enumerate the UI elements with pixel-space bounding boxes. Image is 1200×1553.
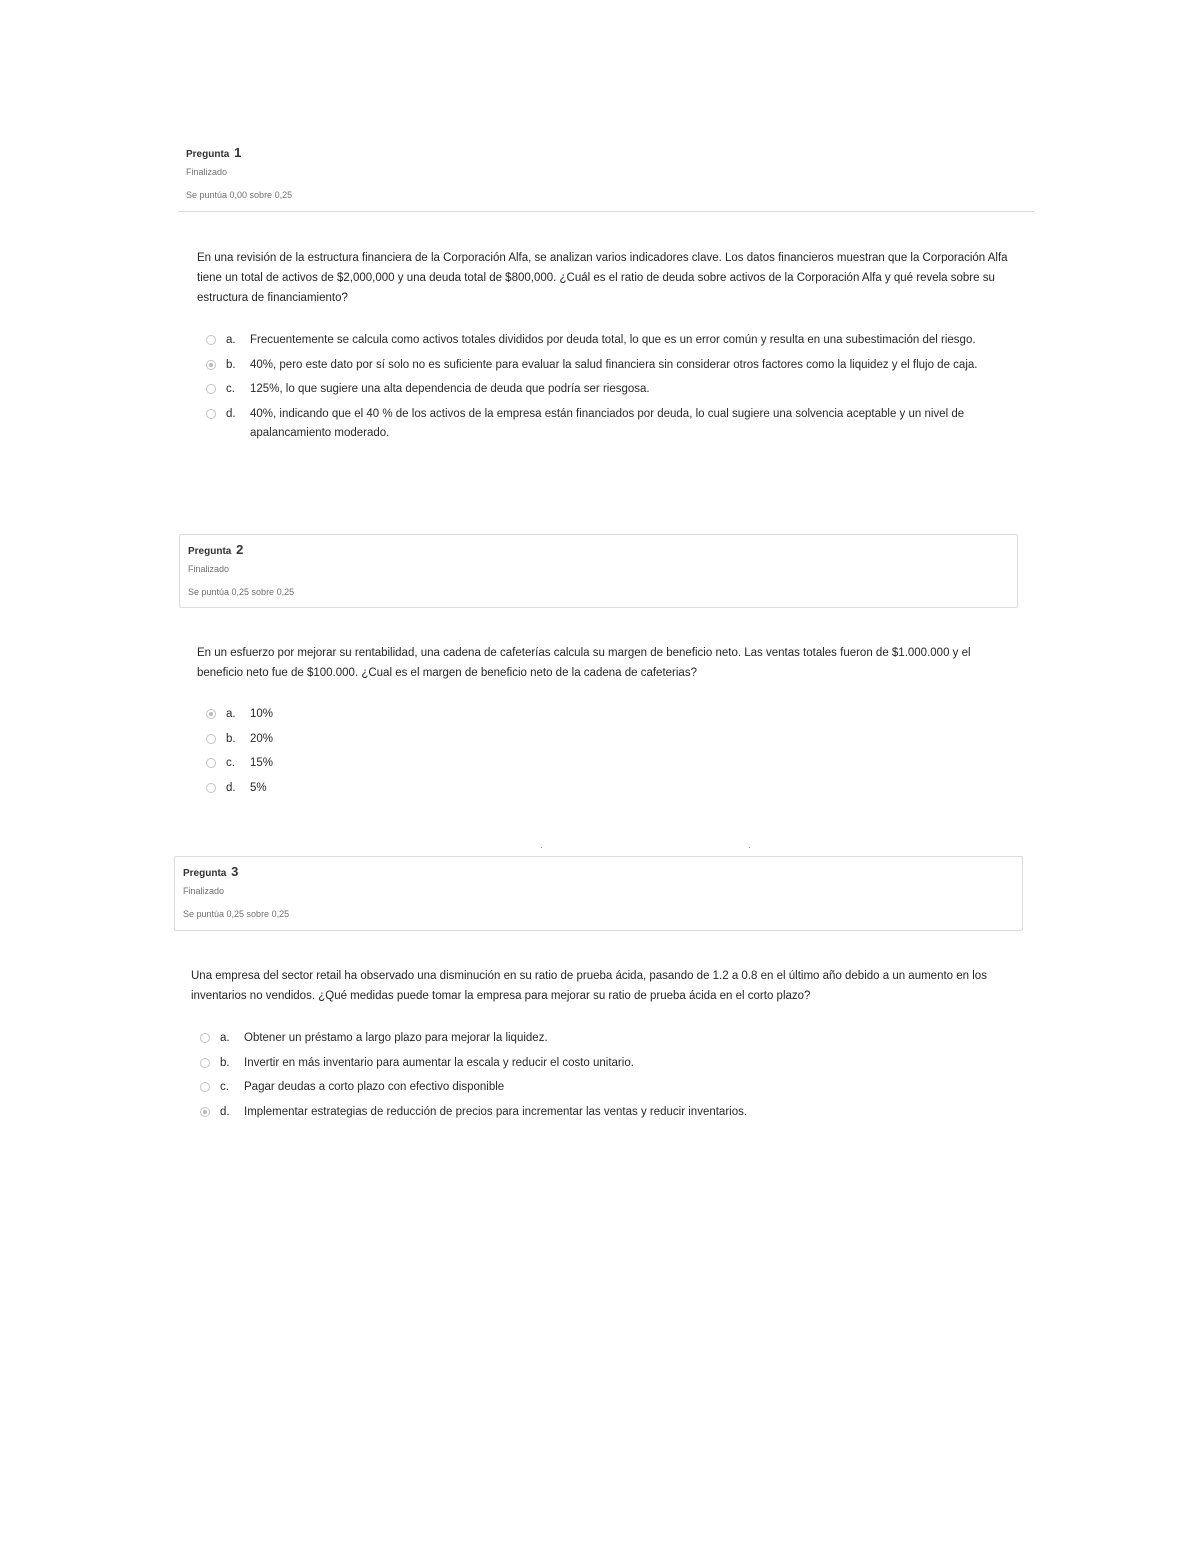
answer-letter: d. bbox=[226, 407, 236, 420]
scan-speck bbox=[541, 847, 542, 848]
radio-button[interactable] bbox=[206, 384, 216, 394]
answer-text: 20% bbox=[250, 732, 274, 745]
question-2-grade: Se puntúa 0,25 sobre 0,25 bbox=[188, 587, 295, 597]
question-3-text: Una empresa del sector retail ha observado una disminución en su ratio de prueba ácida, pasando de 1.2 a 0.8 en el último año debido a un aumento en los inventarios no vendidos. ¿Qué medidas puede tomar la empresa para mejorar su ratio de prueba ácida en el corto plazo? bbox=[191, 970, 987, 1002]
question-3-title bbox=[183, 865, 1014, 881]
question-1-label: Pregunta bbox=[186, 149, 230, 160]
question-3-label: Pregunta bbox=[183, 868, 227, 879]
answer-option[interactable] bbox=[206, 705, 606, 725]
radio-button-selected[interactable] bbox=[206, 709, 216, 719]
answer-letter: a. bbox=[226, 334, 236, 346]
answer-option[interactable] bbox=[206, 356, 1016, 376]
answer-letter: c. bbox=[226, 383, 235, 395]
answer-option[interactable] bbox=[206, 405, 1016, 444]
answer-option[interactable] bbox=[200, 1078, 1000, 1098]
radio-button[interactable] bbox=[206, 335, 216, 345]
answer-letter: b. bbox=[226, 732, 236, 745]
answer-text: 15% bbox=[250, 757, 274, 769]
radio-button[interactable] bbox=[200, 1082, 210, 1092]
question-1-info bbox=[178, 138, 1034, 212]
question-3-info bbox=[174, 856, 1023, 931]
question-1-state: Finalizado bbox=[186, 167, 228, 177]
answer-text: 10% bbox=[250, 708, 274, 720]
radio-button[interactable] bbox=[206, 734, 216, 744]
question-2-text: En un esfuerzo por mejorar su rentabilidad, una cadena de cafeterías calcula su margen de beneficio neto. Las ventas totales fueron de $1.000.000 y el beneficio neto fue de $100.000. ¿Cual es el margen de beneficio neto de la cadena de cafeterias? bbox=[197, 647, 971, 679]
answer-option[interactable] bbox=[200, 1103, 1000, 1123]
answer-letter: d. bbox=[226, 781, 236, 794]
question-1-title bbox=[186, 146, 1026, 162]
question-3-number: 3 bbox=[231, 864, 239, 879]
answer-letter: a. bbox=[220, 1032, 230, 1044]
answer-text: 40%, pero este dato por sí solo no es suficiente para evaluar la salud financiera sin considerar otros factores como la liquidez y el flujo de caja. bbox=[250, 358, 978, 371]
question-2-state: Finalizado bbox=[188, 564, 230, 574]
answer-letter: c. bbox=[226, 757, 235, 769]
answer-option[interactable] bbox=[206, 730, 606, 750]
question-3-state: Finalizado bbox=[183, 886, 225, 896]
answer-option[interactable] bbox=[206, 779, 606, 799]
answer-text: Obtener un préstamo a largo plazo para mejorar la liquidez. bbox=[244, 1032, 548, 1044]
answer-option[interactable] bbox=[206, 380, 1016, 400]
answer-letter: a. bbox=[226, 708, 236, 720]
answer-text: 40%, indicando que el 40 % de los activos de la empresa están financiados por deuda, lo cual sugiere una solvencia aceptable y un nivel de apalancamiento moderado. bbox=[250, 407, 965, 439]
answer-letter: b. bbox=[226, 358, 236, 371]
radio-button-selected[interactable] bbox=[200, 1107, 210, 1117]
answer-letter: d. bbox=[220, 1105, 230, 1118]
radio-button[interactable] bbox=[200, 1033, 210, 1043]
radio-button[interactable] bbox=[206, 783, 216, 793]
radio-button[interactable] bbox=[200, 1058, 210, 1068]
question-1-text: En una revisión de la estructura financiera de la Corporación Alfa, se analizan varios indicadores clave. Los datos financieros muestran que la Corporación Alfa tiene un total de activos de $2,000,000 y una deuda total de $800,000. ¿Cuál es el ratio de deuda sobre activos de la Corporación Alfa y qué revela sobre su estructura de financiamiento? bbox=[197, 252, 1008, 304]
question-1-grade: Se puntúa 0,00 sobre 0,25 bbox=[186, 190, 293, 200]
answer-text: Implementar estrategias de reducción de precios para incrementar las ventas y reducir inventarios. bbox=[244, 1105, 748, 1118]
question-2-number: 2 bbox=[236, 542, 244, 557]
question-3-grade: Se puntúa 0,25 sobre 0,25 bbox=[183, 909, 290, 919]
question-2-answers bbox=[206, 705, 606, 803]
answer-text: Frecuentemente se calcula como activos totales divididos por deuda total, lo que es un error común y resulta en una subestimación del riesgo. bbox=[250, 334, 976, 346]
answer-text: 125%, lo que sugiere una alta dependencia de deuda que podría ser riesgosa. bbox=[250, 383, 650, 395]
answer-letter: b. bbox=[220, 1056, 230, 1069]
question-1-answers bbox=[206, 331, 1016, 449]
question-2-info bbox=[179, 534, 1018, 608]
answer-option[interactable] bbox=[206, 754, 606, 774]
question-2-title bbox=[188, 543, 1009, 559]
radio-button-selected[interactable] bbox=[206, 360, 216, 370]
question-1-number: 1 bbox=[234, 145, 242, 160]
answer-option[interactable] bbox=[206, 331, 1016, 351]
question-3-answers bbox=[200, 1029, 1000, 1127]
answer-text: Pagar deudas a corto plazo con efectivo disponible bbox=[244, 1081, 505, 1093]
question-2-label: Pregunta bbox=[188, 546, 232, 557]
radio-button[interactable] bbox=[206, 409, 216, 419]
answer-option[interactable] bbox=[200, 1054, 1000, 1074]
answer-text: Invertir en más inventario para aumentar la escala y reducir el costo unitario. bbox=[244, 1056, 634, 1069]
scan-speck bbox=[749, 847, 750, 848]
answer-text: 5% bbox=[250, 781, 267, 794]
radio-button[interactable] bbox=[206, 758, 216, 768]
answer-option[interactable] bbox=[200, 1029, 1000, 1049]
answer-letter: c. bbox=[220, 1081, 229, 1093]
